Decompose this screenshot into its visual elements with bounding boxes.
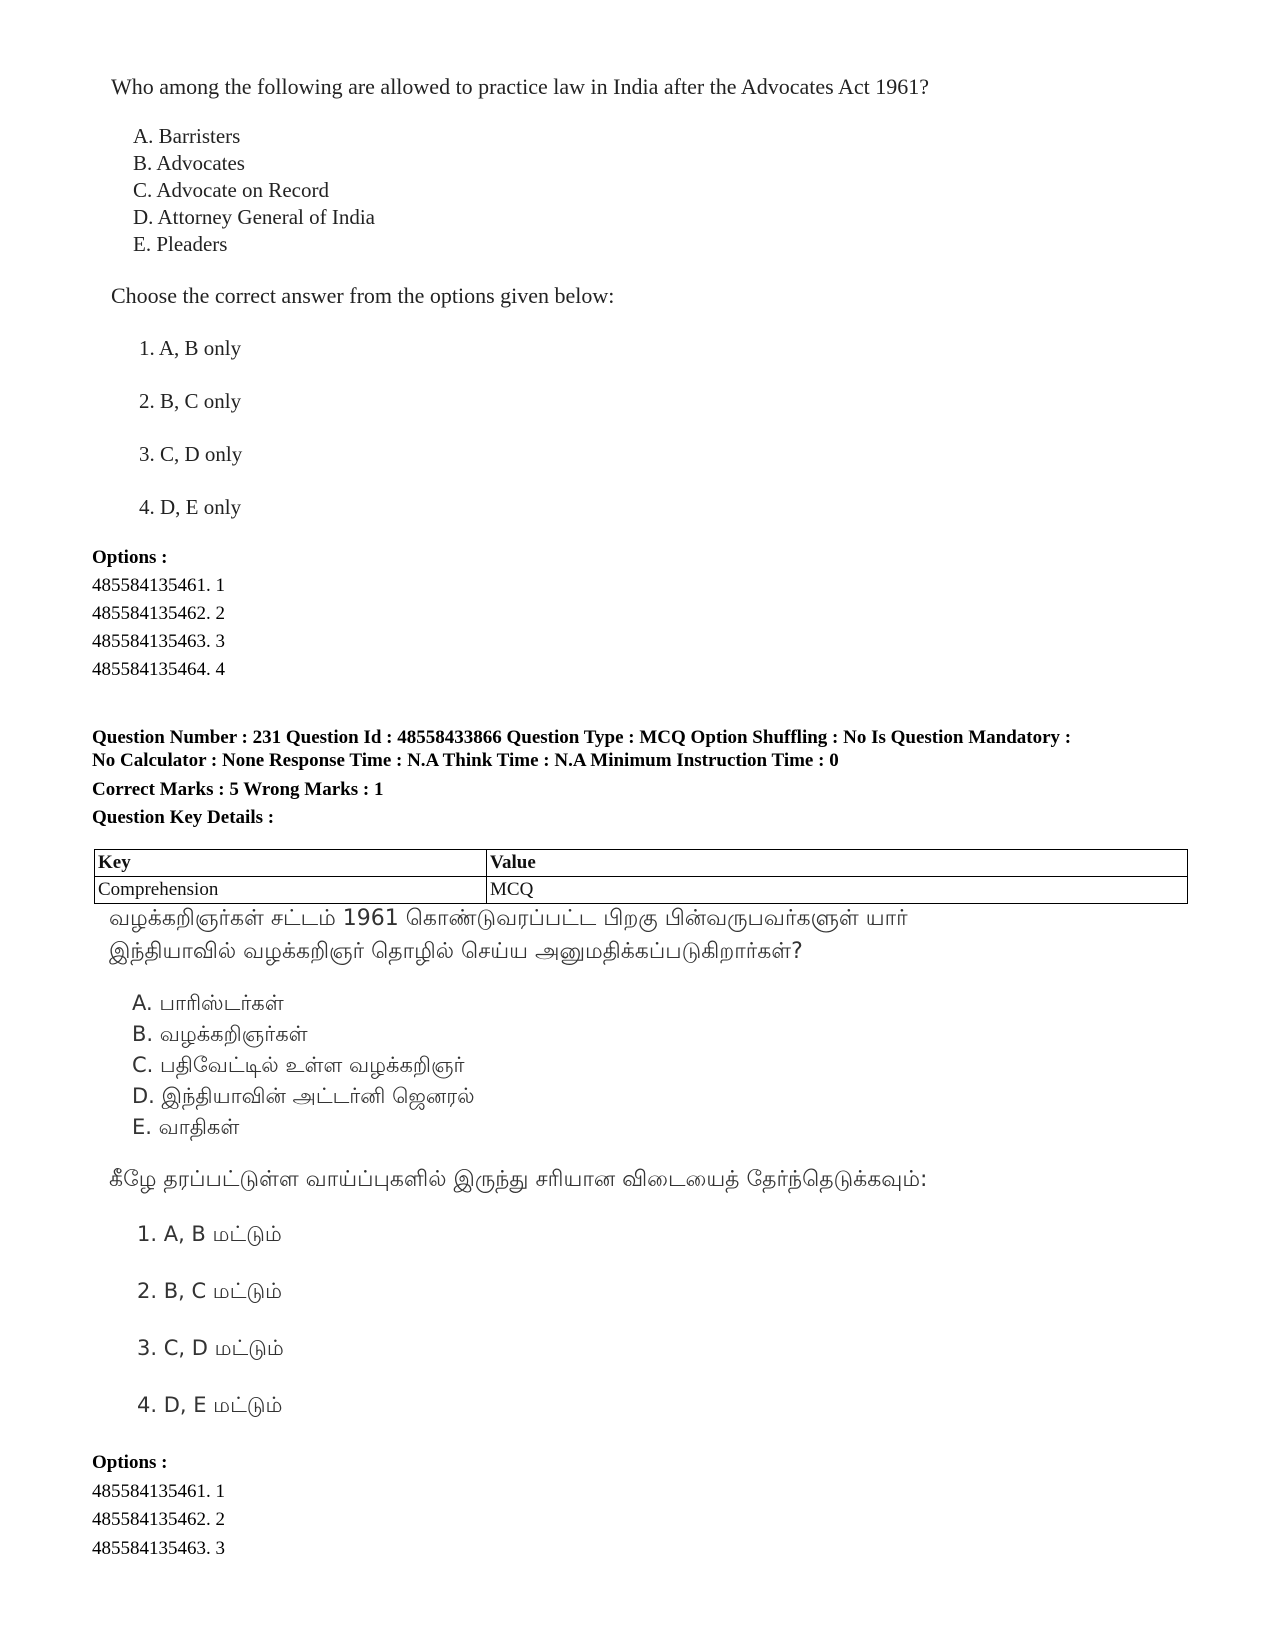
tamil-question-item-c: C. பதிவேட்டில் உள்ள வழக்கறிஞர் — [132, 1053, 465, 1077]
table-header-row — [95, 850, 1188, 877]
tamil-answer-choice-3: 3. C, D மட்டும் — [137, 1336, 284, 1360]
table-cell-key: Comprehension — [95, 877, 487, 904]
question-item-d: D. Attorney General of India — [133, 205, 376, 229]
answer-choice-4: 4. D, E only — [139, 495, 242, 519]
option-line: 485584135464. 4 — [92, 659, 225, 680]
option-line: 485584135462. 2 — [92, 1509, 225, 1530]
tamil-answer-choice-2: 2. B, C மட்டும் — [137, 1279, 283, 1303]
key-details-table — [94, 849, 1188, 904]
question-instruction: Choose the correct answer from the options given below: — [111, 283, 615, 308]
tamil-question-item-e: E. வாதிகள் — [132, 1115, 240, 1139]
tamil-answer-choice-4: 4. D, E மட்டும் — [137, 1393, 283, 1417]
option-line: 485584135461. 1 — [92, 575, 225, 596]
tamil-question-text-line2: இந்தியாவில் வழக்கறிஞர் தொழில் செய்ய அனுமதிக்கப்படுகிறார்கள்? — [109, 939, 803, 964]
tamil-question-instruction: கீழே தரப்பட்டுள்ள வாய்ப்புகளில் இருந்து சரியான விடையைத் தேர்ந்தெடுக்கவும்: — [109, 1167, 928, 1192]
answer-choice-1: 1. A, B only — [139, 336, 242, 360]
tamil-question-item-b: B. வழக்கறிஞர்கள் — [132, 1022, 308, 1046]
option-line: 485584135463. 3 — [92, 631, 225, 652]
option-line: 485584135463. 3 — [92, 1538, 225, 1559]
tamil-question-item-a: A. பாரிஸ்டர்கள் — [132, 991, 284, 1015]
table-row — [95, 877, 1188, 904]
options-heading: Options : — [92, 547, 168, 568]
question-meta-line1: Question Number : 231 Question Id : 48558433866 Question Type : MCQ Option Shuffling : No Is Question Mandatory : — [92, 727, 1072, 748]
table-header-key: Key — [95, 850, 487, 877]
table-header-value: Value — [487, 850, 1188, 877]
question-item-e: E. Pleaders — [133, 232, 228, 256]
answer-choice-3: 3. C, D only — [139, 442, 243, 466]
question-item-a: A. Barristers — [133, 124, 241, 148]
tamil-question-text-line1: வழக்கறிஞர்கள் சட்டம் 1961 கொண்டுவரப்பட்ட பிறகு பின்வருபவர்களுள் யார் — [109, 906, 908, 931]
option-line: 485584135461. 1 — [92, 1481, 225, 1502]
question-meta-line2: No Calculator : None Response Time : N.A Think Time : N.A Minimum Instruction Time : 0 — [92, 750, 839, 771]
options-heading: Options : — [92, 1452, 168, 1473]
table-cell-value: MCQ — [487, 877, 1188, 904]
option-line: 485584135462. 2 — [92, 603, 225, 624]
tamil-question-item-d: D. இந்தியாவின் அட்டர்னி ஜெனரல் — [132, 1084, 475, 1108]
tamil-answer-choice-1: 1. A, B மட்டும் — [137, 1222, 282, 1246]
answer-choice-2: 2. B, C only — [139, 389, 242, 413]
question-item-c: C. Advocate on Record — [133, 178, 329, 202]
question-text: Who among the following are allowed to practice law in India after the Advocates Act 1961? — [111, 74, 929, 99]
question-key-details-heading: Question Key Details : — [92, 807, 275, 828]
question-item-b: B. Advocates — [133, 151, 245, 175]
question-marks: Correct Marks : 5 Wrong Marks : 1 — [92, 779, 384, 800]
